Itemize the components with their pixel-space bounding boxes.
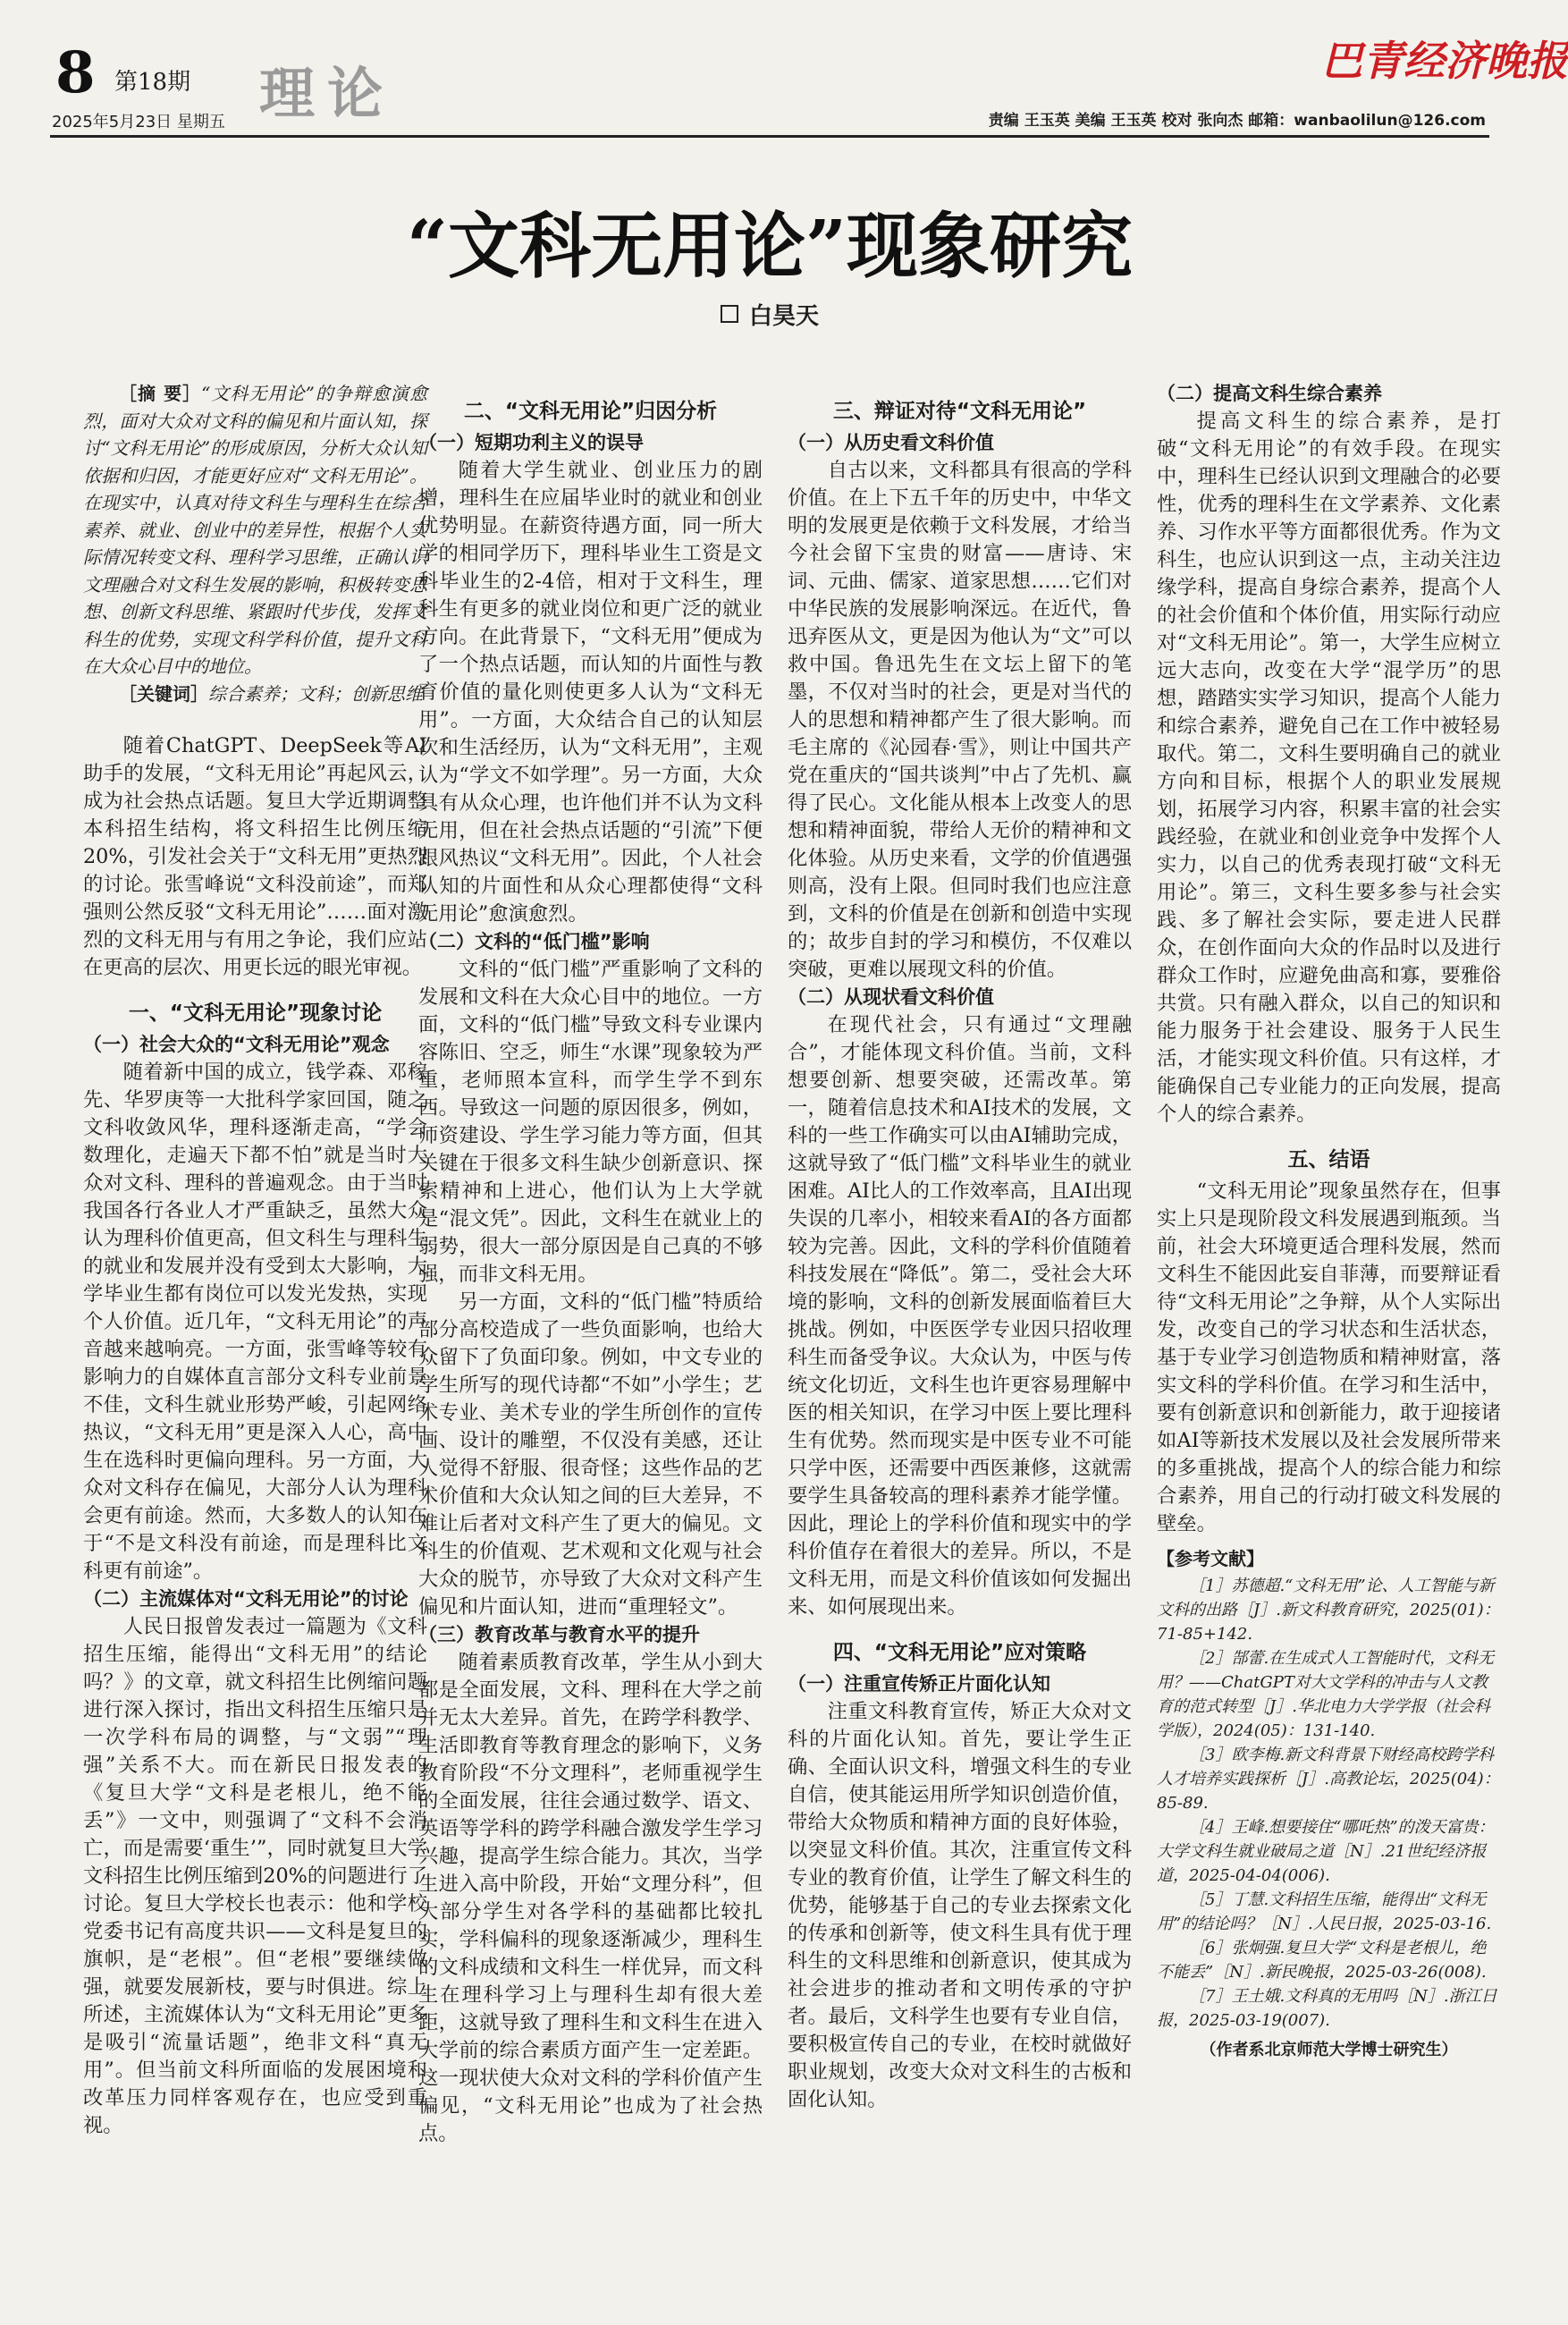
author-affiliation: （作者系北京师范大学博士研究生） xyxy=(1200,2041,1458,2059)
abstract-label: ［摘 要］ xyxy=(119,383,202,404)
paragraph: 另一方面，文科的“低门槛”特质给部分高校造成了一些负面影响，也给大众留下了负面印象。例如，中文专业的学生所写的现代诗都“不如”小学生；艺术专业、美术专业的学生所创作的宣传画、设计的雕塑，不仅没有美感，还让人觉得不舒服、很奇怪；这些作品的艺术价值和大众认知之间的巨大差异，不难让后者对文科产生了更大的偏见。文科生的价值观、艺术观和文化观与社会大众的脱节，亦导致了大众对文科产生偏见和片面认知，进而“重理轻文”。 xyxy=(418,1290,763,1619)
square-icon xyxy=(721,305,738,323)
subheading-3-1: （一）从历史看文科价值 xyxy=(788,432,994,453)
section-heading-5: 五、结语 xyxy=(1287,1148,1370,1171)
issue-number: 第18期 xyxy=(114,69,191,96)
article-author: 白昊天 xyxy=(748,303,819,330)
subheading-1-1: （一）社会大众的“文科无用论”观念 xyxy=(83,1034,390,1055)
paragraph: 随着大学生就业、创业压力的剧增，理科生在应届毕业时的就业和创业优势明显。在薪资待遇方面，同一所大学的相同学历下，理科毕业生工资是文科毕业生的2-4倍，相对于文科生，理科生有更多的就业岗位和更广泛的就业方向。在此背景下，“文科无用”便成为了一个热点话题，而认知的片面性与教育价值的量化则使更多人认为“文科无用”。一方面，大众结合自己的认知层次和生活经历，认为“文科无用”，主观认为“学文不如学理”。另一方面，大众具有从众心理，也许他们并不认为文科无用，但在社会热点话题的“引流”下便跟风热议“文科无用”。因此，个人社会认知的片面性和从众心理都使得“文科无用论”愈演愈烈。 xyxy=(418,459,763,926)
editor-credits: 责编 王玉英 美编 王玉英 校对 张向杰 邮箱：wanbaolilun@126.com xyxy=(988,112,1486,130)
subheading-4-1: （一）注重宣传矫正片面化认知 xyxy=(788,1673,1050,1695)
paragraph: 文科的“低门槛”严重影响了文科的发展和文科在大众心目中的地位。一方面，文科的“低门槛”导致文科专业课内容陈旧、空乏，师生“水课”现象较为严重，老师照本宣科，而学生学不到东西。导致这一问题的原因很多，例如，师资建设、学生学习能力等方面，但其关键在于很多文科生缺少创新意识、探索精神和上进心，他们认为上大学就是“混文凭”。因此，文科生在就业上的弱势，很大一部分原因是自己真的不够强，而非文科无用。 xyxy=(418,958,763,1286)
column-3 xyxy=(788,380,1132,2114)
page-header xyxy=(0,0,1568,143)
article-author-line xyxy=(0,302,1539,331)
section-heading-2: 二、“文科无用论”归因分析 xyxy=(463,400,718,423)
paragraph: 随着素质教育改革，学生从小到大都是全面发展，文科、理科在大学之前并无太大差异。首先，在跨学科教学、生活即教育等教育理念的影响下，义务教育阶段“不分文理科”，老师重视学生的全面发展，往往会通过数学、语文、英语等学科的跨学科融合激发学生学习兴趣，提高学生综合能力。其次，当学生进入高中阶段，开始“文理分科”，但大部分学生对各学科的基础都比较扎实，学科偏科的现象逐渐减少，理科生的文科成绩和文科生一样优异，而文科生在理科学习上与理科生却有很大差距，这就导致了理科生和文科生在进入大学前的综合素质方面产生一定差距。这一现状使大众对文科的学科价值产生偏见，“文科无用论”也成为了社会热点。 xyxy=(418,1651,763,2145)
section-heading-1: 一、“文科无用论”现象讨论 xyxy=(128,1002,383,1025)
reference-item: ［5］丁慧.文科招生压缩，能得出“文科无用”的结论吗？［N］.人民日报，2025-03-16. xyxy=(1157,1890,1492,1933)
page-number: 8 xyxy=(55,39,96,106)
paragraph: “文科无用论”现象虽然存在，但事实上只是现阶段文科发展遇到瓶颈。当前，社会大环境更适合理科发展，然而文科生不能因此妄自菲薄，而要辩证看待“文科无用论”之争辩，从个人实际出发，改变自己的学习状态和生活状态，基于专业学习创造物质和精神财富，落实文科的学科价值。在学习和生活中，要有创新意识和创新能力，敢于迎接诸如AI等新技术发展以及社会发展所带来的多重挑战，提高个人的综合能力和综合素养，用自己的行动打破文科发展的壁垒。 xyxy=(1157,1179,1501,1535)
subheading-2-3: （三）教育改革与教育水平的提升 xyxy=(418,1624,700,1645)
issue-date: 2025年5月23日 星期五 xyxy=(52,113,225,131)
subheading-1-2: （二）主流媒体对“文科无用论”的讨论 xyxy=(83,1588,409,1610)
references-title: 【参考文献】 xyxy=(1157,1548,1264,1569)
keywords-label: ［关键词］ xyxy=(119,682,208,705)
reference-item: ［1］苏德超.“文科无用”论、人工智能与新文科的出路［J］.新文科教育研究，2025(01)：71-85+142. xyxy=(1157,1577,1500,1644)
column-1 xyxy=(83,380,427,2140)
reference-item: ［7］王土娥.文科真的无用吗［N］.浙江日报，2025-03-19(007). xyxy=(1157,1987,1497,2030)
section-heading-4: 四、“文科无用论”应对策略 xyxy=(832,1641,1087,1664)
paragraph: 随着新中国的成立，钱学森、邓稼先、华罗庚等一大批科学家回国，随之文科收敛风华，理科逐渐走高，“学会数理化，走遍天下都不怕”就是当时大众对文科、理科的普遍观念。由于当时我国各行各业人才严重缺乏，虽然大众认为理科价值更高，但文科生与理科生的就业和发展并没有受到太大影响，大学毕业生都有岗位可以发光发热，实现个人价值。近几年，“文科无用论”的声音越来越响亮。一方面，张雪峰等较有影响力的自媒体直言部分文科专业前景不佳，文科生就业形势严峻，引起网络热议，“文科无用”更是深入人心，高中生在选科时更偏向理科。另一方面，大众对文科存在偏见，大部分人认为理科会更有前途。然而，大多数人的认知在于“不是文科没有前途，而是理科比文科更有前途”。 xyxy=(83,1061,427,1583)
subheading-2-2: （二）文科的“低门槛”影响 xyxy=(418,931,650,952)
intro-paragraph: 随着ChatGPT、DeepSeek等AI助手的发展，“文科无用论”再起风云，成为社会热点话题。复旦大学近期调整本科招生结构，将文科招生比例压缩20%，引发社会关于“文科无用”更热烈的讨论。张雪峰说“文科没前途”，而郑强则公然反驳“文科无用论”……面对激烈的文科无用与有用之争论，我们应站在更高的层次、用更长远的眼光审视。 xyxy=(83,734,427,979)
article-title: “文科无用论”现象研究 xyxy=(406,204,1134,288)
abstract xyxy=(83,380,427,681)
subheading-4-2: （二）提高文科生综合素养 xyxy=(1157,383,1382,404)
paragraph: 自古以来，文科都具有很高的学科价值。在上下五千年的历史中，中华文明的发展更是依赖于文科发展，才给当今社会留下宝贵的财富——唐诗、宋词、元曲、儒家、道家思想……它们对中华民族的发展影响深远。在近代，鲁迅弃医从文，更是因为他认为“文”可以救中国。鲁迅先生在文坛上留下的笔墨，不仅对当时的社会，更是对当代的人的思想和精神都产生了很大影响。而毛主席的《沁园春·雪》，则让中国共产党在重庆的“国共谈判”中占了先机、赢得了民心。文化能从根本上改变人的思想和精神面貌，带给人无价的精神和文化体验。从历史来看，文学的价值遇强则高，没有上限。但同时我们也应注意到，文科的价值是在创新和创造中实现的；故步自封的学习和模仿，不仅难以突破，更难以展现文科的价值。 xyxy=(788,459,1132,981)
reference-item: ［2］郜蕾.在生成式人工智能时代，文科无用？——ChatGPT对大文学科的冲击与人文教育的范式转型［J］.华北电力大学学报（社会科学版），2024(05)：131-140. xyxy=(1157,1649,1495,1740)
abstract-text: “文科无用论”的争辩愈演愈烈，面对大众对文科的偏见和片面认知，探讨“文科无用论”的形成原因，分析大众认知依据和归因，才能更好应对“文科无用论”。在现实中，认真对待文科生与理科生在综合素养、就业、创业中的差异性，根据个人实际情况转变文科、理科学习思维，正确认识文理融合对文科生发展的影响，积极转变思想、创新文科思维、紧跟时代步伐，发挥文科生的优势，实现文科学科价值，提升文科在大众心目中的地位。 xyxy=(83,383,427,677)
subheading-2-1: （一）短期功利主义的误导 xyxy=(418,432,644,453)
header-rule xyxy=(50,135,1489,138)
section-heading-3: 三、辩证对待“文科无用论” xyxy=(832,400,1087,423)
subheading-3-2: （二）从现状看文科价值 xyxy=(788,986,994,1008)
column-2 xyxy=(418,380,763,2148)
keywords-text: 综合素养；文科；创新思维 xyxy=(208,682,423,705)
reference-item: ［3］欧李梅.新文科背景下财经高校跨学科人才培养实践探析［J］.高教论坛，2025(04)：85-89. xyxy=(1157,1746,1500,1813)
keywords xyxy=(83,681,427,708)
reference-item: ［6］张炯强.复旦大学“文科是老根儿，绝不能丢”［N］.新民晚报，2025-03-26(008). xyxy=(1157,1939,1487,1982)
paragraph: 提高文科生的综合素养，是打破“文科无用论”的有效手段。在现实中，理科生已经认识到文理融合的必要性，优秀的理科生在文学素养、文化素养、习作水平等方面都很优秀。作为文科生，也应认识到这一点，主动关注边缘学科，提高自身综合素养，提高个人的社会价值和个体价值，用实际行动应对“文科无用论”。第一，大学生应树立远大志向，改变在大学“混学历”的思想，踏踏实实学习知识，提高个人能力和综合素养，避免自己在工作中被轻易取代。第二，文科生要明确自己的就业方向和目标，根据个人的职业发展规划，拓展学习内容，积累丰富的社会实践经验，在就业和创业竞争中发挥个人实力，以自己的优秀表现打破“文科无用论”。第三，文科生要多参与社会实践、多了解社会实际，要走进人民群众，在创作面向大众的作品时以及进行群众工作时，应避免曲高和寡，要雅俗共赏。只有融入群众，以自己的知识和能力服务于社会建设、服务于人民生活，才能实现文科价值。只有这样，才能确保自己专业能力的正向发展，提高个人的综合素养。 xyxy=(1157,410,1501,1126)
section-title: 理论 xyxy=(259,61,396,126)
paragraph: 注重文科教育宣传，矫正大众对文科的片面化认知。首先，要让学生正确、全面认识文科，增强文科生的专业自信，使其能运用所学知识创造价值，带给大众物质和精神方面的良好体验，以突显文科价值。其次，注重宣传文科专业的教育价值，让学生了解文科生的优势，能够基于自己的专业去探索文化的传承和创新等，使文科生具有优于理科生的文科思维和创新意识，使其成为社会进步的推动者和文明传承的守护者。最后，文科学生也要有专业自信，要积极宣传自己的专业，在校时就做好职业规划，改变大众对文科生的古板和固化认知。 xyxy=(788,1700,1132,2111)
column-4 xyxy=(1157,380,1501,2063)
paragraph: 人民日报曾发表过一篇题为《文科招生压缩，能得出“文科无用”的结论吗？》的文章，就文科招生比例缩问题进行深入探讨，指出文科招生压缩只是一次学科布局的调整，与“文弱”“理强”关系不大。而在新民日报发表的《复旦大学“文科是老根儿，绝不能丢”》一文中，则强调了“文科不会消亡，而是需要‘重生’”，同时就复旦大学文科招生比例压缩到20%的问题进行了讨论。复旦大学校长也表示：他和学校党委书记有高度共识——文科是复旦的旗帜，是“老根”。但“老根”要继续做强，就要发展新枝，要与时俱进。综上所述，主流媒体认为“文科无用论”更多是吸引“流量话题”，绝非文科“真无用”。但当前文科所面临的发展困境和改革压力同样客观存在，也应受到重视。 xyxy=(83,1615,427,2137)
paragraph: 在现代社会，只有通过“文理融合”，才能体现文科价值。当前，文科想要创新、想要突破，还需改革。第一，随着信息技术和AI技术的发展，文科的一些工作确实可以由AI辅助完成，这就导致了“低门槛”文科毕业生的就业困难。AI比人的工作效率高，且AI出现失误的几率小，相较来看AI的各方面都较为完善。因此，文科的学科价值随着科技发展在“降低”。第二，受社会大环境的影响，文科的创新发展面临着巨大挑战。例如，中医医学专业因只招收理科生而备受争议。大众认为，中医与传统文化切近，文科生也许更容易理解中医的相关知识，在学习中医上要比理科生有优势。然而现实是中医专业不可能只学中医，还需要中西医兼修，这就需要学生具备较高的理科素养才能学懂。因此，理论上的学科价值和现实中的学科价值存在着很大的差异。所以，不是文科无用，而是文科价值该如何发掘出来、如何展现出来。 xyxy=(788,1013,1132,1619)
newspaper-logo: 巴青经济晚报 xyxy=(1321,37,1568,85)
reference-item: ［4］王峰.想要接住“哪吒热”的泼天富贵：大学文科生就业破局之道［N］.21世纪经济报道，2025-04-04(006). xyxy=(1157,1818,1495,1885)
